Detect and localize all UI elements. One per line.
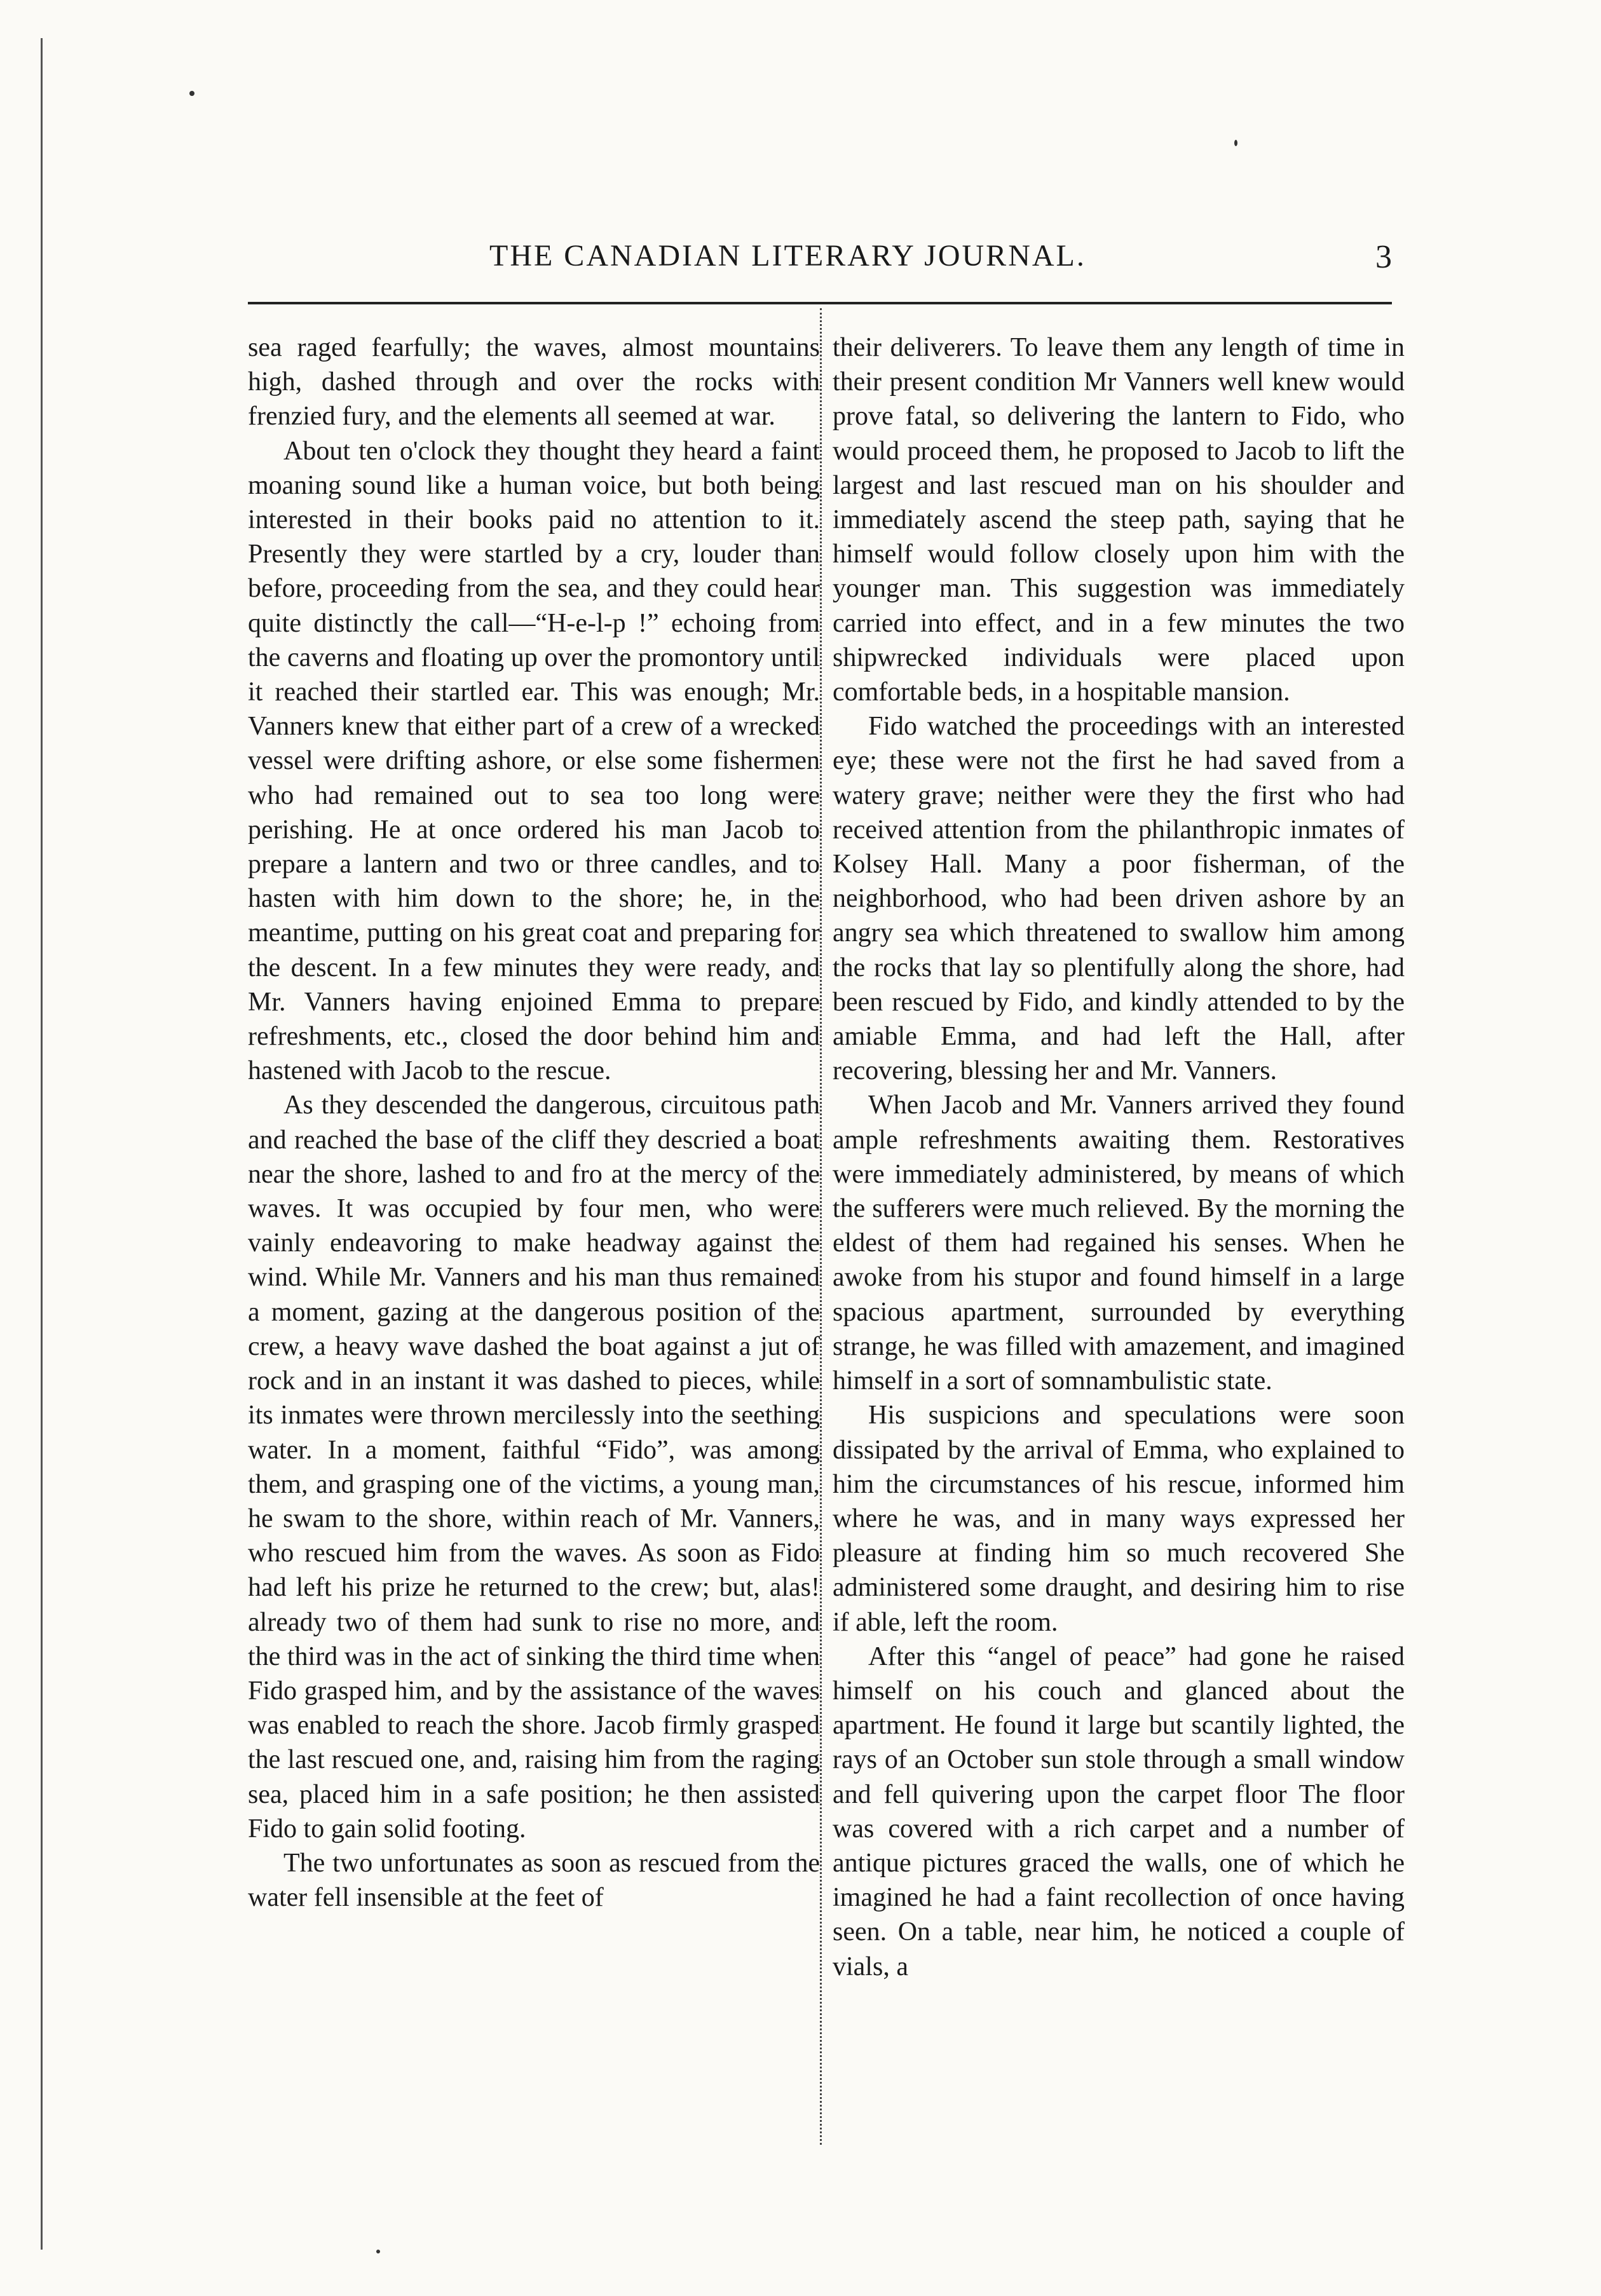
- ink-speck: [1234, 140, 1237, 146]
- page-edge-rule: [41, 38, 43, 2250]
- page-header: [248, 238, 1392, 295]
- paragraph: their deliverers. To leave them any length of time in their present condition Mr Vanners well knew would prove fatal, so delivering the lantern to Fido, who would proceed them, he proposed to Jacob to lift the largest and last rescued man on his shoulder and immediately ascend the steep path, saying that he himself would follow closely upon him with the younger man. This suggestion was immediately carried into effect, and in a few minutes the two shipwrecked individuals were placed upon comfortable beds, in a hospitable mansion.: [833, 333, 1405, 707]
- page-number: 3: [1375, 239, 1392, 275]
- column-divider: [820, 308, 823, 2145]
- header-rule: [248, 302, 1392, 304]
- paragraph: sea raged fearfully; the waves, almost mountains high, dashed through and over the rocks with frenzied fury, and the elements all seemed at war.: [248, 333, 820, 431]
- paragraph: Fido watched the proceedings with an interested eye; these were not the first he had saved from a watery grave; neither were they the first who had received attention from the philanthropic inmates of Kolsey Hall. Many a poor fisherman, of the neighborhood, who had been driven ashore by an angry sea which threatened to swallow him among the rocks that lay so plentifully along the shore, had been rescued by Fido, and kindly attended to by the amiable Emma, and had left the Hall, after recovering, blessing her and Mr. Vanners.: [833, 712, 1405, 1086]
- paragraph: His suspicions and speculations were soon dissipated by the arrival of Emma, who explained to him the circumstances of his rescue, informed him where he was, and in many ways expressed her pleasure at finding him so much recovered She administered some draught, and desiring him to rise if able, left the room.: [833, 1401, 1405, 1637]
- ink-speck: [376, 2250, 380, 2253]
- paragraph: About ten o'clock they thought they heard a faint moaning sound like a human voice, but both being interested in their books paid no attention to it. Presently they were startled by a cry, louder than before, proceeding from the sea, and they could hear quite distinctly the call—“H-e-l-p !” echoing from the caverns and floating up over the promontory until it reached their startled ear. This was enough; Mr. Vanners knew that either part of a crew of a wrecked vessel were drifting ashore, or else some fishermen who had remained out to sea too long were perishing. He at once ordered his man Jacob to prepare a lantern and two or three candles, and to hasten with him down to the shore; he, in the meantime, putting on his great coat and preparing for the descent. In a few minutes they were ready, and Mr. Vanners having enjoined Emma to prepare refreshments, etc., closed the door behind him and hastened with Jacob to the rescue.: [248, 436, 820, 1086]
- paragraph: The two unfortunates as soon as rescued from the water fell insensible at the feet of: [248, 1848, 820, 1913]
- right-column: [833, 330, 1405, 1984]
- paragraph: As they descended the dangerous, circuitous path and reached the base of the cliff they descried a boat near the shore, lashed to and fro at the mercy of the waves. It was occupied by four men, who were vainly endeavoring to make headway against the wind. While Mr. Vanners and his man thus remained a moment, gazing at the dangerous position of the crew, a heavy wave dashed the boat against a jut of rock and in an instant it was dashed to pieces, while its inmates were thrown mercilessly into the seething water. In a moment, faithful “Fido”, was among them, and grasping one of the victims, a young man, he swam to the shore, within reach of Mr. Vanners, who rescued him from the waves. As soon as Fido had left his prize he returned to the crew; but, alas! already two of them had sunk to rise no more, and the third was in the act of sinking the third time when Fido grasped him, and by the assistance of the waves was enabled to reach the shore. Jacob firmly grasped the last rescued one, and, raising him from the raging sea, placed him in a safe position; he then assisted Fido to gain solid footing.: [248, 1090, 820, 1844]
- left-column: [248, 330, 820, 1915]
- paragraph: When Jacob and Mr. Vanners arrived they found ample refreshments awaiting them. Restoratives were immediately administered, by means of which the sufferers were much relieved. By the morning the eldest of them had regained his senses. When he awoke from his stupor and found himself in a large spacious apartment, surrounded by everything strange, he was filled with amazement, and imagined himself in a sort of somnambulistic state.: [833, 1090, 1405, 1396]
- paragraph: After this “angel of peace” had gone he raised himself on his couch and glanced about the apartment. He found it large but scantily lighted, the rays of an October sun stole through a small window and fell quivering upon the carpet floor The floor was covered with a rich carpet and a number of antique pictures graced the walls, one of which he imagined he had a faint recollection of once having seen. On a table, near him, he noticed a couple of vials, a: [833, 1641, 1405, 1981]
- running-title: THE CANADIAN LITERARY JOURNAL.: [489, 239, 1086, 273]
- ink-speck: [189, 91, 194, 96]
